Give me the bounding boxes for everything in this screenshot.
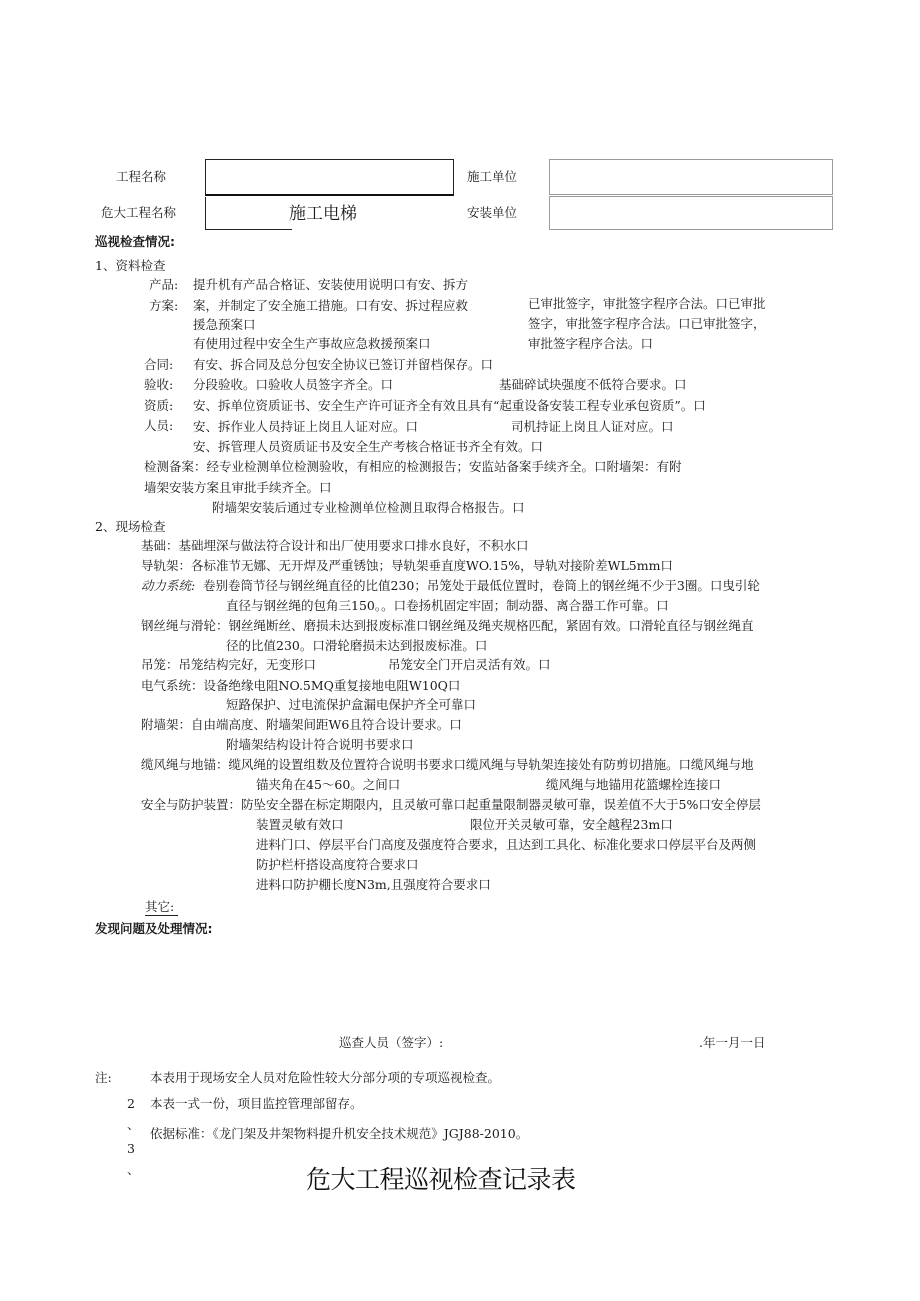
accept-text: 分段验收。口验收人员签字齐全。口 <box>193 377 394 392</box>
note-3: 依据标准：《龙门架及井架物料提升机安全技术规范》JGJ88-2010。 <box>150 1126 529 1141</box>
cage-line-1b: 吊笼安全门开启灵活有效。口 <box>388 657 551 672</box>
install-unit-label: 安装单位 <box>467 205 518 220</box>
project-name-label: 工程名称 <box>116 169 167 184</box>
contract-text: 有安、拆合同及总分包安全协议已签订并留档保存。口 <box>193 357 494 372</box>
product-line-2: 案，并制定了安全施工措施。口有安、拆过程应救 <box>193 298 469 313</box>
section2-title: 2、现场检查 <box>95 519 166 534</box>
guy-line-2b: 缆风绳与地锚用花篮螺栓连接口 <box>546 777 722 792</box>
guy-line-2: 锚夹角在45～60。之间口 <box>256 777 401 792</box>
personnel-line-1: 安、拆作业人员持证上岗且人证对应。口 <box>193 419 419 434</box>
test-line-2: 墙架安装方案且审批手续齐全。口 <box>144 480 332 495</box>
signature-date: .年一月一日 <box>699 1035 766 1050</box>
install-unit-box[interactable] <box>549 196 833 230</box>
test-line-3: 附墙架安装后通过专业检测单位检测且取得合格报告。口 <box>212 500 525 515</box>
cage-line-1: 吊笼：吊笼结构完好，无变形口 <box>141 657 317 672</box>
plan-key: 方案: <box>149 298 179 313</box>
approve-line-3: 审批签字程序合法。口 <box>528 336 654 351</box>
contract-key: 合同: <box>144 357 174 372</box>
safety-line-2b: 限位开关灵敏可靠，安全越程23m口 <box>470 817 673 832</box>
power-key: 动力系统: <box>141 578 196 593</box>
construction-unit-label: 施工单位 <box>467 169 518 184</box>
elec-line-1: 电气系统：设备绝缘电阻NO.5MQ重复接地电阻W10Q口 <box>141 678 461 693</box>
rope-line-2: 径的比值230。口滑轮磨损未达到报废标准。口 <box>226 638 488 653</box>
safety-line-5: 进料口防护棚长度N3m,且强度符合要求口 <box>256 877 491 892</box>
wall-line-2: 附墙架结构设计符合说明书要求口 <box>226 737 414 752</box>
notes-label: 注: <box>95 1070 112 1085</box>
test-line-1: 检测备案：经专业检测单位检测验收，有相应的检测报告；安监站备案手续齐全。口附墙架：有附 <box>144 459 682 474</box>
hazard-project-value: 施工电梯 <box>289 204 357 224</box>
foundation-line: 基础：基础埋深与做法符合设计和出厂使用要求口排水良好，不积水口 <box>141 538 529 553</box>
approve-line-1: 已审批签字，审批签字程序合法。口已审批 <box>528 296 766 311</box>
qual-text: 安、拆单位资质证书、安全生产许可证齐全有效且具有“起重设备安装工程专业承包资质”。口 <box>193 398 706 413</box>
personnel-line-1b: 司机持证上岗且人证对应。口 <box>511 419 674 434</box>
rope-line-1: 钢丝绳与滑轮：钢丝绳断丝、磨损未达到报废标准口钢丝绳及绳夹规格匹配，紧固有效。口滑轮直径与钢丝绳直 <box>141 618 754 633</box>
section1-title: 1、资料检查 <box>95 258 166 273</box>
note-2-mark: 、 <box>127 1117 140 1132</box>
safety-line-4: 防护栏杆搭设高度符合要求口 <box>256 857 419 872</box>
hazard-project-label: 危大工程名称 <box>101 205 177 220</box>
accept-text-2: 基础碎试块强度不低符合要求。口 <box>499 377 687 392</box>
guy-line-1: 缆风绳与地锚：缆风绳的设置组数及位置符合说明书要求口缆风绳与导轨架连接处有防剪切措施。口缆风绳与地 <box>141 757 754 772</box>
wall-line-1: 附墙架：自由端高度、附墙架间距W6且符合设计要求。口 <box>141 717 462 732</box>
note-2-num: 2 <box>127 1096 135 1111</box>
note-2: 本表一式一份，项目监控管理部留存。 <box>150 1096 363 1111</box>
personnel-line-2: 安、拆管理人员资质证书及安全生产考核合格证书齐全有效。口 <box>193 439 544 454</box>
qual-key: 资质: <box>144 398 174 413</box>
other-label: 其它: <box>145 899 178 916</box>
accept-key: 验收: <box>144 377 174 392</box>
product-key: 产品: <box>149 277 179 292</box>
approve-line-2: 签字，审批签字程序合法。口已审批签字， <box>528 316 766 331</box>
product-line-3: 援急预案口 <box>193 317 256 332</box>
inspection-title: 巡视检查情况: <box>95 234 175 249</box>
rail-line: 导轨架：各标准节无娜、无开焊及严重锈蚀；导轨架垂直度WO.15%，导轨对接阶差WL5mm口 <box>141 558 673 573</box>
safety-line-2: 装置灵敏有效口 <box>256 817 344 832</box>
product-line-1: 提升机有产品合格证、安装使用说明口有安、拆方 <box>193 277 469 292</box>
note-1: 本表用于现场安全人员对危险性较大分部分项的专项巡视检查。 <box>150 1070 501 1085</box>
safety-line-1: 安全与防护装置：防坠安全器在标定期限内，且灵敏可靠口起重量限制器灵敏可靠，误差值不大于5%口安全停层 <box>141 797 761 812</box>
signature-label: 巡查人员（签字）: <box>339 1035 444 1050</box>
note-3-mark: 、 <box>127 1162 140 1177</box>
elec-line-2: 短路保护、过电流保护盒漏电保护齐全可靠口 <box>226 697 477 712</box>
hazard-project-box <box>205 197 292 230</box>
product-line-4: 有使用过程中安全生产事故应急救援预案口 <box>193 336 431 351</box>
safety-line-3: 进料门口、停层平台门高度及强度符合要求，且达到工具化、标准化要求口停层平台及两侧 <box>256 837 757 852</box>
document-title: 危大工程巡视检查记录表 <box>306 1165 576 1194</box>
personnel-key: 人员: <box>144 418 174 433</box>
note-3-num: 3 <box>127 1141 135 1156</box>
project-name-box[interactable] <box>205 159 454 196</box>
issues-title: 发现问题及处理情况: <box>95 921 213 936</box>
power-line-1: 卷别卷筒节径与钢丝绳直径的比值230；吊笼处于最低位置时，卷筒上的钢丝绳不少于3圈。口曳引轮 <box>203 578 760 593</box>
construction-unit-box[interactable] <box>549 159 833 195</box>
power-line-2: 直径与钢丝绳的包角三150。。口卷扬机固定牢固；制动器、离合器工作可靠。口 <box>226 598 669 613</box>
